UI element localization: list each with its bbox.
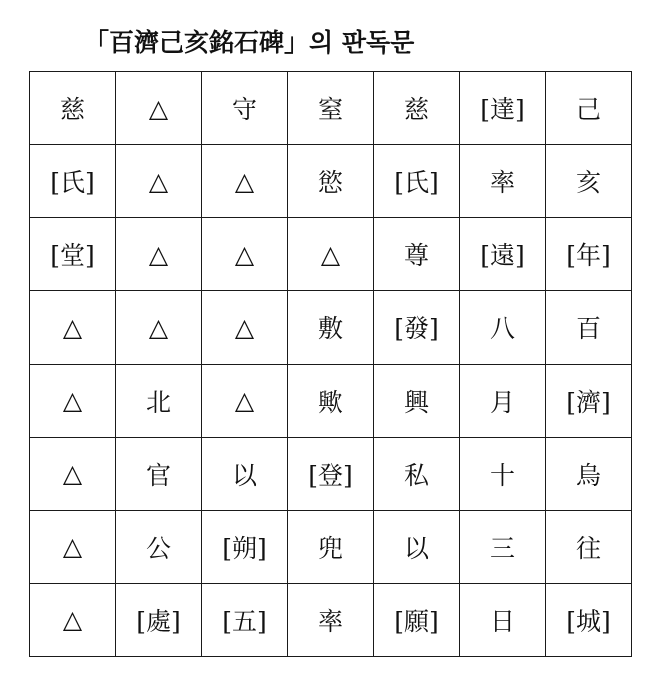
table-cell: 窒	[288, 72, 374, 145]
table-row	[30, 218, 632, 291]
table-cell: △	[288, 218, 374, 291]
table-cell: 兜	[288, 510, 374, 583]
table-cell: 慾	[288, 145, 374, 218]
table-cell: △	[116, 145, 202, 218]
table-cell: 北	[116, 364, 202, 437]
table-cell: 日	[460, 583, 546, 656]
table-cell: [遠]	[460, 218, 546, 291]
table-cell: [濟]	[546, 364, 632, 437]
table-cell: [處]	[116, 583, 202, 656]
table-cell: 率	[288, 583, 374, 656]
table-row	[30, 364, 632, 437]
table-cell: [五]	[202, 583, 288, 656]
table-cell: [城]	[546, 583, 632, 656]
table-cell: 亥	[546, 145, 632, 218]
table-cell: 興	[374, 364, 460, 437]
table-cell: △	[30, 437, 116, 510]
table-cell: 己	[546, 72, 632, 145]
page-title: 「百濟己亥銘石碑」의 판독문	[84, 28, 415, 57]
table-cell: [氏]	[374, 145, 460, 218]
table-cell: 以	[374, 510, 460, 583]
table-cell: [登]	[288, 437, 374, 510]
table-cell: △	[116, 291, 202, 364]
table-cell: △	[30, 364, 116, 437]
table-cell: △	[116, 72, 202, 145]
table-row	[30, 72, 632, 145]
table-cell: 往	[546, 510, 632, 583]
table-cell: 烏	[546, 437, 632, 510]
table-cell: 慈	[374, 72, 460, 145]
table-cell: △	[202, 218, 288, 291]
table-row	[30, 145, 632, 218]
table-cell: 月	[460, 364, 546, 437]
table-row	[30, 583, 632, 656]
table-row	[30, 510, 632, 583]
table-cell: [願]	[374, 583, 460, 656]
table-cell: [朔]	[202, 510, 288, 583]
table-cell: [氏]	[30, 145, 116, 218]
table-cell: 以	[202, 437, 288, 510]
table-cell: [年]	[546, 218, 632, 291]
table-cell: [堂]	[30, 218, 116, 291]
table-cell: △	[30, 510, 116, 583]
table-cell: 私	[374, 437, 460, 510]
table-cell: 尊	[374, 218, 460, 291]
table-cell: △	[202, 145, 288, 218]
table-cell: △	[30, 583, 116, 656]
table-cell: 守	[202, 72, 288, 145]
table-row	[30, 437, 632, 510]
table-cell: 率	[460, 145, 546, 218]
table-cell: 官	[116, 437, 202, 510]
table-cell: 敷	[288, 291, 374, 364]
table-cell: △	[202, 291, 288, 364]
table-cell: 三	[460, 510, 546, 583]
table-cell: △	[116, 218, 202, 291]
table-cell: △	[30, 291, 116, 364]
table-cell: 八	[460, 291, 546, 364]
table-row	[30, 291, 632, 364]
table-cell: 百	[546, 291, 632, 364]
table-cell: [發]	[374, 291, 460, 364]
table-cell: 慈	[30, 72, 116, 145]
table-cell: 十	[460, 437, 546, 510]
transcription-table	[29, 71, 632, 657]
table-cell: [達]	[460, 72, 546, 145]
table-cell: 公	[116, 510, 202, 583]
table-cell: △	[202, 364, 288, 437]
table-cell: 歟	[288, 364, 374, 437]
